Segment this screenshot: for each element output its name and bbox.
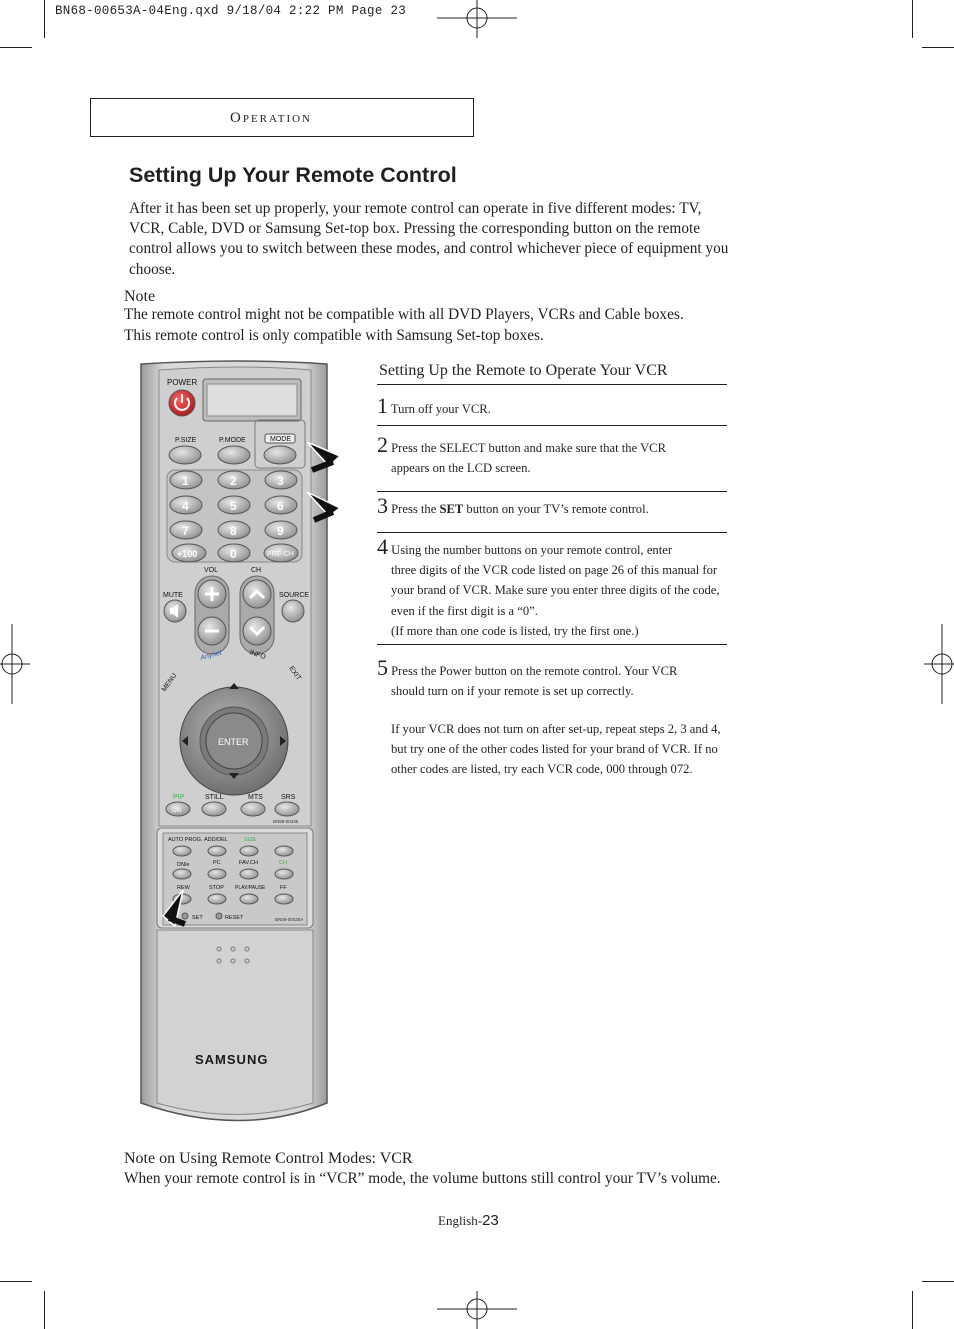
step-text-cont: should turn on if your remote is set up correctly. — [391, 684, 634, 699]
pc-label: PC — [213, 860, 221, 866]
enter-label: ENTER — [218, 737, 249, 747]
step-text-cont: three digits of the VCR code listed on page 26 of this manual for your brand of VCR. Make sure you enter three digits of the code, even if the first digit is a “0”. — [391, 563, 720, 618]
set-label: SET — [192, 915, 203, 921]
source-button — [282, 600, 304, 622]
step-1 — [377, 393, 727, 419]
pmode-button — [218, 446, 250, 464]
divider — [377, 425, 727, 426]
registration-mark-right — [924, 624, 954, 704]
add-del-label: ADD/DEL — [204, 837, 228, 843]
note-heading: Note — [124, 288, 156, 305]
digit-7: 7 — [182, 524, 189, 538]
step-4 — [377, 534, 727, 641]
step-number: 2 — [377, 432, 388, 457]
plus100-label: +100 — [177, 549, 198, 559]
source-label: SOURCE — [279, 592, 309, 599]
fav-ch-label: FAV.CH — [239, 860, 258, 866]
bottom-note-text: When your remote control is in “VCR” mode, the volume buttons still control your TV’s volume. — [124, 1170, 721, 1187]
step-3 — [377, 493, 727, 519]
step-2 — [377, 432, 727, 478]
note-line: The remote control might not be compatible with all DVD Players, VCRs and Cable boxes. — [124, 306, 684, 323]
intro-paragraph: After it has been set up properly, your remote control can operate in five different modes: TV, VCR, Cable, DVD or Samsung Set-top box. Pressing the corresponding button on the remote control allows you to switch between these modes, and control whichever piece of equipment you choose. — [129, 200, 729, 278]
step-text: Press the SELECT button and make sure that the VCR — [391, 441, 666, 455]
remote-control-illustration — [137, 358, 345, 1130]
ch-up-button — [243, 580, 271, 608]
divider — [377, 532, 727, 533]
crop-mark — [0, 47, 32, 48]
digit-9: 9 — [277, 524, 284, 538]
registration-mark-top — [437, 0, 517, 40]
crop-mark — [44, 0, 45, 38]
samsung-logo: SAMSUNG — [195, 1052, 269, 1067]
mts-label: MTS — [248, 794, 263, 801]
crop-mark — [0, 1281, 32, 1282]
divider — [377, 644, 727, 645]
step-number: 1 — [377, 393, 388, 418]
file-header: BN68-00653A-04Eng.qxd 9/18/04 2:22 PM Page 23 — [55, 4, 407, 18]
anynet-label: Anynet — [199, 649, 223, 662]
ff-label: FF — [280, 885, 287, 891]
psize-label: P.SIZE — [175, 437, 197, 444]
menu-label: MENU — [160, 672, 179, 694]
step-text: Press the Power button on the remote control. Your VCR — [391, 664, 678, 678]
digit-5: 5 — [230, 499, 237, 513]
step-5 — [377, 655, 727, 701]
page-title: Setting Up Your Remote Control — [129, 163, 457, 187]
mode-button — [264, 446, 296, 464]
divider — [377, 491, 727, 492]
model-number: BN59-00435 — [273, 819, 299, 824]
digit-8: 8 — [230, 524, 237, 538]
ch-down-button — [243, 617, 271, 645]
crop-mark — [922, 1281, 954, 1282]
mts-button — [241, 802, 265, 816]
step-text: Press the — [391, 502, 440, 516]
mode-label: MODE — [270, 436, 291, 443]
ch2-label: CH — [279, 860, 287, 866]
digit-0: 0 — [230, 547, 237, 561]
note-line: This remote control is only compatible with Samsung Set-top boxes. — [124, 327, 544, 344]
divider — [377, 384, 727, 385]
pmode-label: P.MODE — [219, 437, 246, 444]
bottom-note-heading: Note on Using Remote Control Modes: VCR — [124, 1150, 413, 1167]
pip-label: PIP — [173, 794, 185, 801]
size-label: SIZE — [244, 837, 257, 843]
step-text: button on your TV’s remote control. — [463, 502, 649, 516]
prech-label: PRE-CH — [267, 551, 294, 558]
registration-mark-bottom — [437, 1289, 517, 1329]
srs-label: SRS — [281, 794, 296, 801]
section-label: Operation — [230, 110, 313, 126]
info-label: INFO — [248, 649, 267, 662]
crop-mark — [912, 0, 913, 38]
stop-button — [208, 894, 226, 904]
srs-button — [275, 802, 299, 816]
digit-1: 1 — [182, 474, 189, 488]
stop-label: STOP — [209, 885, 224, 891]
step-number: 5 — [377, 655, 388, 680]
vol-label: VOL — [204, 567, 219, 574]
reset-label: RESET — [225, 915, 244, 921]
crop-mark — [922, 47, 954, 48]
digit-2: 2 — [230, 474, 237, 488]
dnie-label: DNIe — [177, 862, 190, 868]
rew-label: REW — [177, 885, 190, 891]
set-keyword: SET — [439, 502, 464, 516]
step-number: 3 — [377, 493, 388, 518]
auto-prog-label: AUTO PROG. — [168, 837, 203, 843]
step-number: 4 — [377, 534, 388, 559]
page-footer — [438, 1212, 499, 1230]
play-pause-label: PLAY/PAUSE — [235, 885, 266, 891]
troubleshoot-paragraph: If your VCR does not turn on after set-up, repeat steps 2, 3 and 4, but try one of the other codes listed for your brand of VCR. If no other codes are listed, try each VCR code, 000 through 072. — [391, 722, 721, 777]
ff-button — [275, 894, 293, 904]
registration-mark-left — [0, 624, 30, 704]
model-number: BN59-00435A — [275, 917, 304, 922]
digit-4: 4 — [182, 499, 189, 513]
crop-mark — [44, 1291, 45, 1329]
step-text-cont: (If more than one code is listed, try the first one.) — [391, 623, 639, 638]
crop-mark — [912, 1291, 913, 1329]
still-button — [202, 802, 226, 816]
step-text: Turn off your VCR. — [390, 402, 491, 416]
vcr-setup-heading: Setting Up the Remote to Operate Your VCR — [379, 362, 668, 379]
digit-6: 6 — [277, 499, 284, 513]
mute-label: MUTE — [163, 592, 183, 599]
ch-label: CH — [251, 567, 262, 574]
step-text: Using the number buttons on your remote control, enter — [391, 543, 673, 557]
step-text-cont: appears on the LCD screen. — [391, 461, 531, 476]
on-label: ON — [172, 808, 181, 814]
page-number: 23 — [482, 1212, 499, 1229]
digit-3: 3 — [277, 474, 284, 488]
power-label: POWER — [167, 378, 198, 387]
footer-language: English- — [438, 1213, 483, 1228]
exit-label: EXIT — [287, 665, 303, 682]
psize-button — [169, 446, 201, 464]
still-label: STILL — [205, 794, 224, 801]
play-pause-button — [240, 894, 258, 904]
